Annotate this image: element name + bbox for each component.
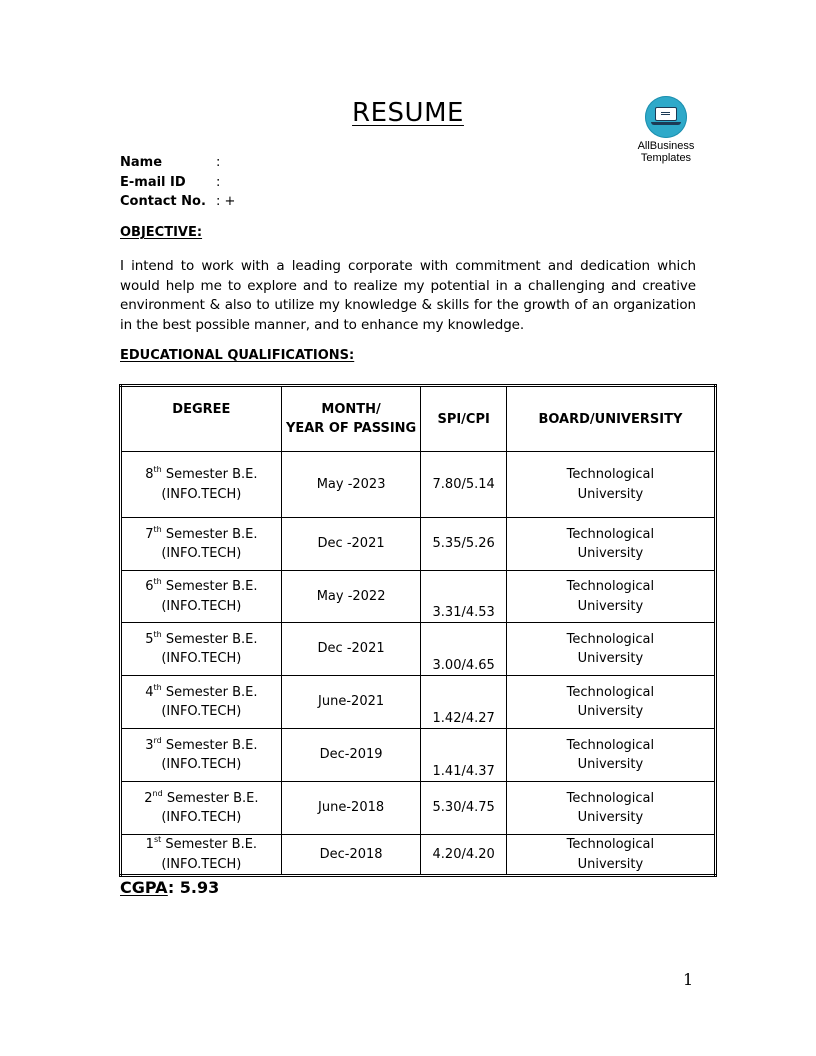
email-label: E-mail ID: [120, 174, 186, 190]
degree-cell: [121, 452, 282, 518]
cgpa-separator: :: [167, 878, 175, 897]
semester-number: 1: [145, 837, 154, 852]
semester-number: 4: [145, 684, 154, 700]
board-cell: Technological University: [506, 729, 715, 782]
board-cell: Technological University: [506, 452, 715, 518]
objective-heading: OBJECTIVE:: [120, 225, 203, 240]
objective-text: I intend to work with a leading corporate with commitment and dedication which would help me to explore and to realize my potential in a challenging and creative environment & also to utilize my knowledge & skills for the growth of an organization in the best possible manner, and to enhance my knowledge.: [120, 258, 696, 333]
semester-suffix: nd: [152, 788, 163, 798]
laptop-icon: [645, 96, 687, 138]
table-row: [121, 571, 716, 623]
semester-suffix: th: [153, 577, 162, 586]
degree-name: Semester B.E.: [165, 631, 258, 647]
degree-cell: [121, 518, 282, 571]
board-cell: Technological University: [506, 676, 715, 729]
degree-branch: (INFO.TECH): [161, 810, 242, 825]
semester-suffix: th: [153, 524, 162, 534]
degree-name: Semester B.E.: [165, 684, 258, 700]
degree-cell: [121, 571, 282, 623]
degree-name: Semester B.E.: [166, 790, 259, 806]
spi-cell: 4.20/4.20: [421, 835, 506, 876]
spi-cell: 5.35/5.26: [421, 518, 506, 571]
board-cell: Technological University: [506, 835, 715, 876]
name-label: Name: [120, 155, 163, 171]
email-value: :: [216, 174, 221, 190]
logo-text: AllBusiness Templates: [637, 140, 695, 164]
degree-cell: [121, 623, 282, 676]
table-row: [121, 782, 716, 835]
semester-number: 8: [145, 467, 154, 482]
spi-cell: 3.00/4.65: [421, 623, 506, 676]
spi-cell: 3.31/4.53: [421, 571, 506, 623]
month-cell: Dec-2018: [281, 835, 421, 876]
month-header: MONTH/ YEAR OF PASSING: [281, 386, 421, 452]
degree-name: Semester B.E.: [165, 579, 258, 594]
table-row: [121, 676, 716, 729]
month-cell: May -2023: [281, 452, 421, 518]
contact-value: : +: [216, 194, 236, 210]
month-cell: Dec-2019: [281, 729, 421, 782]
degree-name: Semester B.E.: [165, 526, 258, 542]
degree-header: DEGREE: [121, 386, 282, 452]
month-cell: Dec -2021: [281, 623, 421, 676]
spi-header: SPI/CPI: [421, 386, 506, 452]
semester-suffix: rd: [153, 735, 162, 745]
resume-title-text: RESUME: [352, 98, 464, 128]
board-cell: Technological University: [506, 782, 715, 835]
semester-number: 2: [144, 790, 153, 806]
contact-label: Contact No.: [120, 194, 206, 210]
spi-cell: 1.42/4.27: [421, 676, 506, 729]
cgpa-value: 5.93: [179, 878, 220, 897]
board-cell: Technological University: [506, 571, 715, 623]
degree-cell: [121, 782, 282, 835]
semester-number: 7: [145, 526, 154, 542]
semester-number: 3: [145, 737, 154, 753]
cgpa: [120, 878, 219, 897]
education-heading: EDUCATIONAL QUALIFICATIONS:: [120, 348, 355, 363]
month-cell: Dec -2021: [281, 518, 421, 571]
degree-branch: (INFO.TECH): [161, 546, 242, 561]
spi-cell: 7.80/5.14: [421, 452, 506, 518]
month-cell: May -2022: [281, 571, 421, 623]
name-row: [120, 153, 235, 173]
month-cell: June-2021: [281, 676, 421, 729]
degree-name: Semester B.E.: [165, 467, 258, 482]
degree-branch: (INFO.TECH): [161, 757, 242, 772]
table-row: [121, 835, 716, 876]
table-header-row: [121, 386, 716, 452]
degree-name: Semester B.E.: [165, 737, 258, 753]
contact-row: [120, 192, 235, 212]
degree-cell: [121, 676, 282, 729]
page-number: 1: [683, 970, 694, 989]
spi-cell: 1.41/4.37: [421, 729, 506, 782]
personal-info: [120, 153, 235, 212]
education-table: [119, 384, 717, 877]
board-cell: Technological University: [506, 623, 715, 676]
degree-cell: [121, 729, 282, 782]
table-row: [121, 518, 716, 571]
degree-branch: (INFO.TECH): [161, 651, 242, 666]
spi-cell: 5.30/4.75: [421, 782, 506, 835]
semester-suffix: st: [153, 835, 162, 844]
table-row: [121, 623, 716, 676]
semester-suffix: th: [153, 629, 162, 639]
board-header: BOARD/UNIVERSITY: [506, 386, 715, 452]
semester-number: 5: [145, 631, 154, 647]
semester-suffix: th: [153, 682, 162, 692]
degree-branch: (INFO.TECH): [161, 486, 242, 502]
name-value: :: [216, 155, 221, 171]
semester-number: 6: [145, 579, 154, 594]
cgpa-label: CGPA: [120, 878, 168, 897]
month-cell: June-2018: [281, 782, 421, 835]
table-row: [121, 452, 716, 518]
table-row: [121, 729, 716, 782]
allbusiness-templates-logo: [626, 96, 706, 164]
email-row: [120, 173, 235, 193]
degree-branch: (INFO.TECH): [161, 856, 242, 872]
semester-suffix: th: [153, 465, 162, 474]
board-cell: Technological University: [506, 518, 715, 571]
degree-branch: (INFO.TECH): [161, 704, 242, 719]
degree-cell: [121, 835, 282, 876]
degree-branch: (INFO.TECH): [161, 598, 242, 614]
degree-name: Semester B.E.: [165, 837, 258, 852]
